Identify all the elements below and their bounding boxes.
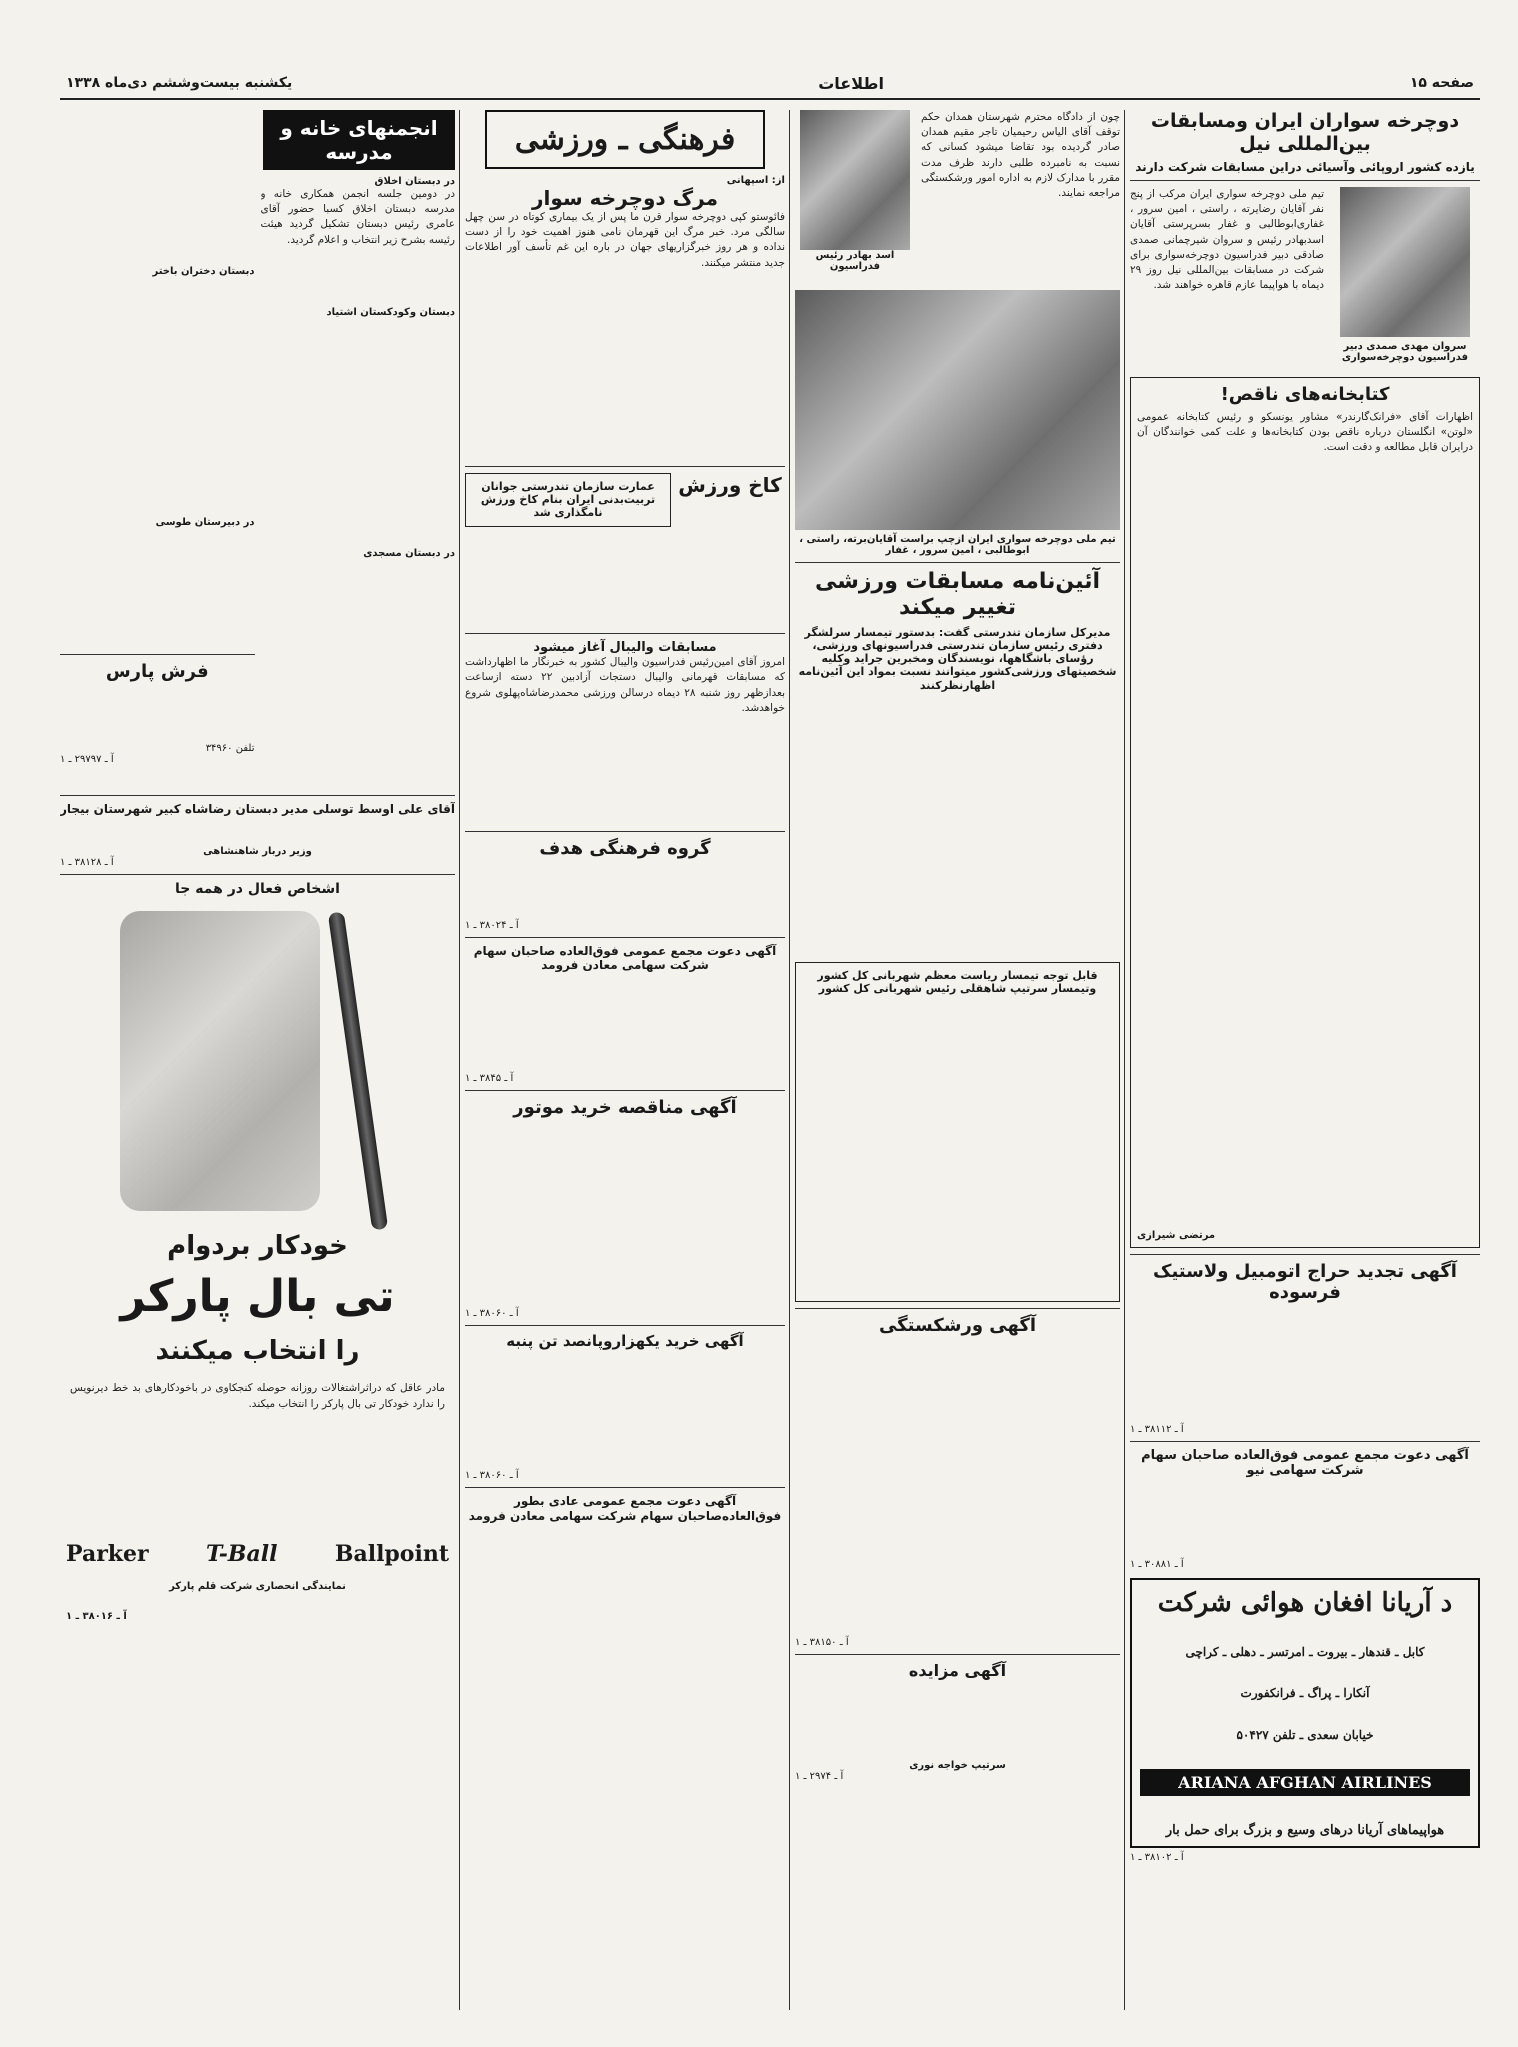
cotton-ref: آ ـ ۳۸۰۶۰ ـ ۱ xyxy=(465,1470,519,1482)
nylon-body xyxy=(1130,1479,1480,1559)
tender-body xyxy=(795,1680,1120,1760)
invite2-title: آگهی دعوت مجمع عمومی عادی بطور فوق‌العاده‌صاحبان سهام شرکت سهامی معادن فرومد xyxy=(468,1494,782,1523)
divider xyxy=(465,1325,785,1326)
girls-body xyxy=(60,277,255,517)
masjedi-body xyxy=(261,559,456,789)
ethics-title: در دبستان اخلاق xyxy=(374,176,455,187)
divider xyxy=(795,1654,1120,1655)
library-signature: مرتضی شیرازی xyxy=(1137,1229,1216,1241)
divider xyxy=(795,562,1120,563)
page-number: صفحه ۱۵ xyxy=(1409,75,1474,91)
divider xyxy=(1130,1441,1480,1442)
ethics-body: در دومین جلسه انجمن همکاری خانه و مدرسه دبستان اخلاق کسبا حضور آقای عامری رئیس دبستان تشکیل گردید هیئت رئیسه بشرح زیر انتخاب و اعلام گردید. xyxy=(260,188,455,246)
divider xyxy=(60,654,255,655)
invite-title: آگهی دعوت مجمع عمومی فوق‌العاده صاحبان سهام شرکت سهامی معادن فرومد xyxy=(473,943,777,973)
auction-body xyxy=(1130,1304,1480,1424)
assoc-body xyxy=(60,176,255,266)
bankruptcy-body xyxy=(795,1337,1120,1637)
divider xyxy=(465,466,785,467)
kids-title: دبستان وکودکستان اشتیاد xyxy=(326,307,455,318)
motor-ref: آ ـ ۳۸۰۶۰ ـ ۱ xyxy=(465,1308,519,1320)
issue-date: یکشنبه بیست‌وششم دی‌ماه ۱۳۳۸ xyxy=(66,75,293,91)
hadaf-title: گروه فرهنگی هدف xyxy=(539,838,711,860)
parker-ad xyxy=(60,881,455,1661)
volley-title: مسابقات والیبال آغاز میشود xyxy=(533,639,717,655)
portrait-photo xyxy=(1340,187,1470,337)
hadaf-ref: آ ـ ۳۸۰۲۴ ـ ۱ xyxy=(465,919,519,931)
bankruptcy-ref: آ ـ ۳۸۱۵۰ ـ ۱ xyxy=(795,1636,849,1648)
team-photo-caption: تیم ملی دوچرخه سواری ایران ازچپ براست آقایان‌برته، راستی ، ابوطالبی ، امین سرور ، غفار xyxy=(799,534,1116,556)
bankruptcy-title: آگهی ورشکستگی xyxy=(878,1315,1037,1337)
volley-body: امروز آقای امین‌رئیس فدراسیون والیبال کشور به خبرنگار ما اظهارداشت که مسابقات قهرمانی والیبال دستجات آزادبین ۲۲ دسته ازساعت بعدازظهر روز شنبه ۲۸ دیماه درسالن ورزشی محمدرضاشاه‌پهلوی شروع خواهدشد. xyxy=(465,656,785,714)
parker-ballpoint: Ballpoint xyxy=(334,1541,449,1568)
invite-ref: آ ـ ۳۸۴۵ ـ ۱ xyxy=(465,1072,514,1084)
congrats-title: آقای علی اوسط توسلی مدیر دبستان رضاشاه کبیر شهرستان بیجار xyxy=(60,802,455,816)
invite-body xyxy=(465,973,785,1073)
column-1 xyxy=(1130,110,1480,2010)
rules-subheadline: مدیرکل سازمان تندرستی گفت: بدستور تیمسار سرلشگر دفتری رئیس سازمان تندرستی فدراسیونهای ورزشی، رؤسای باشگاهها، نویسندگان ومخبرین جراید وکلیه شخصیتهای ورزشی‌کشور میتوانند نسبت بمواد این آئین‌نامه اظهارنظرکنند xyxy=(798,625,1117,692)
parker-top: اشخاص فعال در همه جا xyxy=(175,881,340,898)
hadaf-body xyxy=(465,860,785,920)
newspaper-page xyxy=(60,60,1480,2020)
death-title: مرگ دوچرخه سوار xyxy=(532,186,718,210)
column-rule xyxy=(1124,110,1125,2010)
carpet-body xyxy=(60,683,255,743)
newspaper-name: اطلاعات xyxy=(818,73,884,93)
divider xyxy=(1130,1254,1480,1255)
portrait-photo xyxy=(800,110,910,250)
tavus-title: در دبیرستان طوسی xyxy=(155,517,255,528)
parker-mid: خودکار بردوام xyxy=(167,1231,348,1262)
palace-title: کاخ ورزش xyxy=(678,473,782,497)
rules-headline: آئین‌نامه مسابقات ورزشی تغییر میکند xyxy=(814,569,1100,621)
divider xyxy=(795,1308,1120,1309)
cotton-body xyxy=(465,1350,785,1470)
article-body: تیم ملی دوچرخه سواری ایران مرکب از پنج نفر آقایان رضایرته ، راستی ، امین سرور ، غفاری‌ابوطالبی و غفار بسرپرستی آقایان اسدبهادر رئیس و سروان شیرچمانی صمدی صادقی دبیر فدراسیون دوچرخه‌سواری برای شرکت در مسابقات بین‌المللی نیل روز ۲۹ دیماه با هواپیما عازم قاهره خواهند شد. xyxy=(1130,187,1324,292)
parker-ref: آ ـ ۳۸۰۱۶ ـ ۱ xyxy=(66,1611,127,1623)
divider xyxy=(1130,180,1480,181)
thanks-body xyxy=(802,995,1113,1295)
subheadline-cycling: یازده کشور اروپائی وآسیائی دراین مسابقات شرکت دارند xyxy=(1135,159,1475,174)
tender-sign: سرتیپ خواجه نوری xyxy=(909,1759,1006,1771)
parker-text: مادر عاقل که دراثراشتغالات روزانه حوصله کنجکاوی در باخودکارهای بد خط دیرنویس را ندارد خودکار تی بال پارکر را انتخاب میکند. xyxy=(70,1382,445,1410)
ariana-routes: کابل ـ قندهار ـ بیروت ـ امرتسر ـ دهلی ـ کراچی xyxy=(1185,1645,1425,1660)
nylon-title: آگهی دعوت مجمع عمومی فوق‌العاده صاحبان سهام شرکت سهامی نیو xyxy=(1141,1447,1469,1479)
portrait-caption: سروان مهدی صمدی دبیر فدراسیون دوچرخه‌سواری xyxy=(1341,340,1469,363)
palace-body xyxy=(465,527,785,627)
parker-name: تی بال پارکر xyxy=(120,1271,395,1323)
ariana-title: د آریانا افغان هوائی شرکت xyxy=(1157,1587,1453,1618)
divider xyxy=(60,795,455,796)
tavus-body xyxy=(60,528,255,648)
column-3 xyxy=(465,110,785,2010)
congrats-ref: آ ـ ۳۸۱۲۸ ـ ۱ xyxy=(60,857,114,869)
death-body: فائوستو کپی دوچرخه سوار قرن ما پس از یک بیماری کوتاه در سن چهل سالگی مرد. خبر مرگ این قهرمان نامی هنوز اهمیت خود را از دست نداده و هر روز خبرگزاریهای جهان در باره این غم تأسف آور اطلاعات جدید منتشر میکنند. xyxy=(465,211,785,269)
library-body: اظهارات آقای «فرانک‌گارندر» مشاور یونسکو و رئیس کتابخانه عمومی «لوتن» انگلستان درباره ناقص بودن کتابخانه‌ها و علت کمی خوانندگان آن درایران قابل مطالعه و دقت است. xyxy=(1137,410,1473,454)
masjedi-title: در دبستان مسجدی xyxy=(363,548,455,559)
headline-cycling: دوچرخه سواران ایران ومسابقات بین‌المللی نیل xyxy=(1150,110,1460,155)
motor-body xyxy=(465,1118,785,1308)
auction-ref: آ ـ ۳۸۱۱۲ ـ ۱ xyxy=(1130,1423,1184,1435)
parker-brand: Parker xyxy=(66,1541,149,1568)
thanks-title: قابل توجه تیمسار ریاست معظم شهربانی کل کشور وتیمسار سرتیپ شاهقلی رئیس شهربانی کل کشور xyxy=(817,968,1098,995)
column-rule xyxy=(789,110,790,2010)
ariana-slogan: هواپیماهای آریانا درهای وسیع و بزرگ برای حمل بار xyxy=(1165,1822,1445,1838)
ariana-en: ARIANA AFGHAN AIRLINES xyxy=(1140,1769,1470,1796)
woman-illustration xyxy=(120,911,320,1211)
divider xyxy=(465,1487,785,1488)
nylon-ref: آ ـ ۳۰۸۸۱ ـ ۱ xyxy=(1130,1558,1184,1570)
auction-title: آگهی تجدید حراج اتومبیل ولاستیک فرسوده xyxy=(1153,1260,1457,1304)
carpet-phone: تلفن ۳۴۹۶۰ xyxy=(205,742,255,754)
divider xyxy=(465,831,785,832)
ariana-routes2: آنکارا ـ پراگ ـ فرانکفورت xyxy=(1240,1686,1370,1701)
divider xyxy=(60,874,455,875)
parker-tball: T-Ball xyxy=(206,1541,278,1568)
tender-title: آگهی مزایده xyxy=(908,1660,1007,1680)
carpet-ref: آ ـ ۲۹۷۹۷ ـ ۱ xyxy=(60,753,114,765)
sports-section-logo: فرهنگی ـ ورزشی xyxy=(485,110,765,169)
column-2 xyxy=(795,110,1120,2010)
masthead xyxy=(60,68,1480,100)
team-photo xyxy=(795,290,1120,530)
motor-title: آگهی مناقصه خرید موتور xyxy=(513,1096,737,1118)
cotton-title: آگهی خرید یکهزاروپانصد تن پنبه xyxy=(506,1332,744,1351)
divider xyxy=(465,937,785,938)
tender-ref: آ ـ ۲۹۷۴ ـ ۱ xyxy=(795,1770,844,1782)
portrait-caption: اسد بهادر رئیس فدراسیون xyxy=(815,250,895,272)
ariana-ad xyxy=(1130,1578,1480,1848)
assoc-section-logo: انجمنهای خانه و مدرسه xyxy=(263,110,455,170)
congrats-sign: وزیر دربار شاهنشاهی xyxy=(203,846,312,858)
invite2-body xyxy=(465,1523,785,1593)
ariana-ref: آ ـ ۳۸۱۰۲ ـ ۱ xyxy=(1130,1851,1184,1863)
parker-bottom: را انتخاب میکنند xyxy=(155,1336,360,1367)
palace-sub: عمارت سازمان تندرستی جوانان تربیت‌بدنی ایران بنام کاخ ورزش نامگذاری شد xyxy=(465,473,671,527)
column-rule xyxy=(459,110,460,2010)
ariana-phone: خیابان سعدی ـ تلفن ۵۰۴۲۷ xyxy=(1236,1727,1374,1742)
girls-title: دبستان دختران باختر xyxy=(152,266,255,277)
column-4 xyxy=(60,110,455,2010)
article-body: چون از دادگاه محترم شهرستان همدان حکم توقف آقای الیاس رحیمیان تاجر مقیم همدان صادر گردیده بود تقاضا میشود کسانی که نسبت به نامبرده طلبی دارند ظرف مدت مقرر با مدارک لازم به اداره امور ورشکستگی مراجعه نمایند. xyxy=(921,111,1120,200)
author: از: اسپهانی xyxy=(726,175,785,186)
divider xyxy=(465,633,785,634)
library-title: کتابخانه‌های ناقص! xyxy=(1220,383,1390,405)
rules-body xyxy=(795,696,1120,956)
parker-dist: نمایندگی انحصاری شرکت قلم پارکر xyxy=(169,1581,346,1593)
divider xyxy=(465,1090,785,1091)
pen-illustration xyxy=(328,912,388,1231)
carpet-title: فرش پارس xyxy=(105,661,209,682)
congrats-body xyxy=(60,816,455,846)
kids-body xyxy=(261,318,456,548)
